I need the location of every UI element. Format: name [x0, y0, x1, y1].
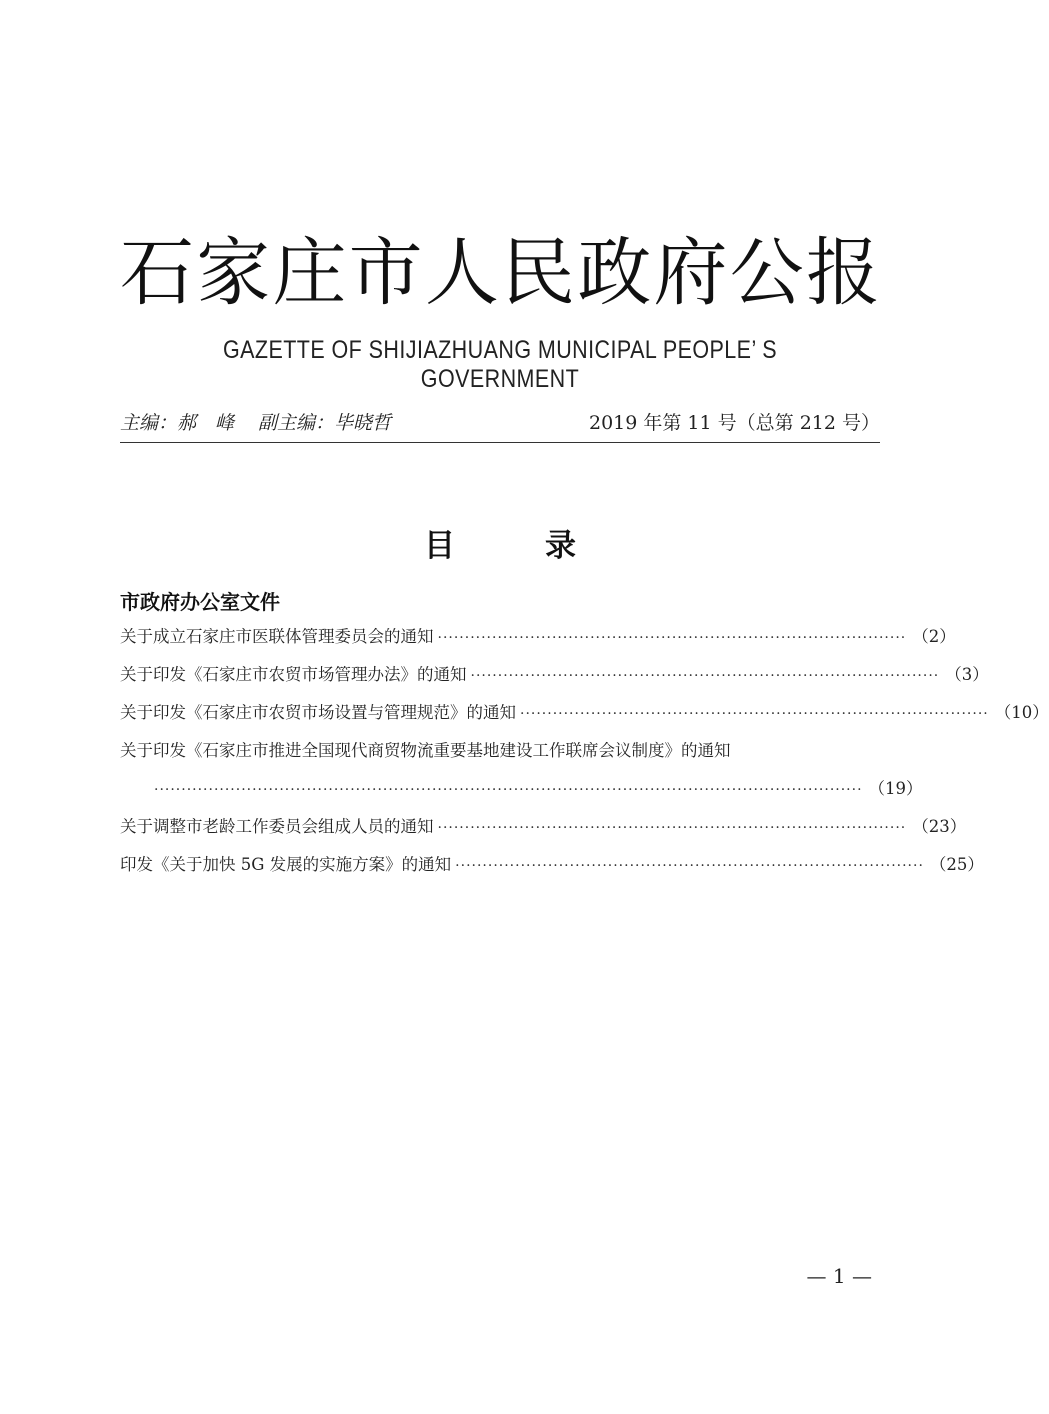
title-char: 家 — [196, 230, 271, 316]
toc-entry-title: 关于调整市老龄工作委员会组成人员的通知 — [120, 817, 434, 836]
gazette-english-title: GAZETTE OF SHIJIAZHUANG MUNICIPAL PEOPLE’ S GOVERNMENT — [222, 336, 778, 393]
title-char: 人 — [424, 230, 499, 316]
title-char: 庄 — [272, 230, 347, 316]
toc-entry-page: （19） — [868, 779, 923, 798]
title-char: 府 — [653, 230, 728, 316]
toc-entry[interactable] — [120, 814, 967, 852]
deputy-editor-label: 副主编： — [258, 412, 335, 434]
toc-leader-dots: ······················································································ — [455, 858, 924, 874]
toc-entry-page: （3） — [945, 665, 989, 684]
toc-entry[interactable] — [120, 662, 989, 700]
toc-entry-page: （10） — [994, 703, 1049, 722]
toc-heading: 目录 — [424, 528, 666, 564]
toc-leader-dots: ······················································································ — [437, 630, 907, 646]
title-char: 公 — [729, 230, 804, 316]
title-char: 石 — [120, 230, 194, 316]
issue-number: 2019 年第 11 号（总第 212 号） — [589, 412, 880, 434]
toc-leader-dots: ······················································································ — [520, 706, 989, 722]
toc-entry-title: 关于印发《石家庄市农贸市场设置与管理规范》的通知 — [120, 703, 516, 722]
page-number: — 1 — — [806, 1264, 872, 1288]
toc-entry-title: 印发《关于加快 5G 发展的实施方案》的通知 — [120, 855, 452, 874]
title-char: 报 — [805, 230, 880, 316]
chief-editor-label: 主编： — [120, 412, 178, 434]
toc-entry[interactable] — [120, 700, 1049, 738]
toc-section-title: 市政府办公室文件 — [120, 590, 280, 614]
toc-entry-title: 关于印发《石家庄市推进全国现代商贸物流重要基地建设工作联席会议制度》的通知 — [120, 741, 731, 760]
toc-entry[interactable] — [120, 624, 956, 662]
header-divider — [120, 442, 880, 443]
toc-entry-page: （25） — [929, 855, 984, 874]
toc-entry-page: （2） — [912, 627, 956, 646]
toc-entry-title: 关于成立石家庄市医联体管理委员会的通知 — [120, 627, 434, 646]
gazette-title — [120, 228, 880, 318]
toc-leader-dots: ······················································································ — [470, 668, 940, 684]
toc-leader-dots: ······················································································ — [437, 820, 907, 836]
toc-list — [120, 624, 1049, 890]
toc-entry[interactable] — [120, 852, 984, 890]
title-char: 民 — [501, 230, 576, 316]
title-char: 市 — [348, 230, 423, 316]
toc-entry-page: （23） — [912, 817, 967, 836]
toc-entry[interactable] — [120, 738, 923, 814]
toc-entry-title: 关于印发《石家庄市农贸市场管理办法》的通知 — [120, 665, 467, 684]
chief-editor-name: 郝 峰 — [177, 412, 235, 434]
editor-credits — [120, 408, 391, 435]
toc-leader-dots: ·································································································································· — [154, 782, 863, 798]
deputy-editor-name: 毕晓哲 — [334, 412, 392, 434]
title-char: 政 — [577, 230, 652, 316]
